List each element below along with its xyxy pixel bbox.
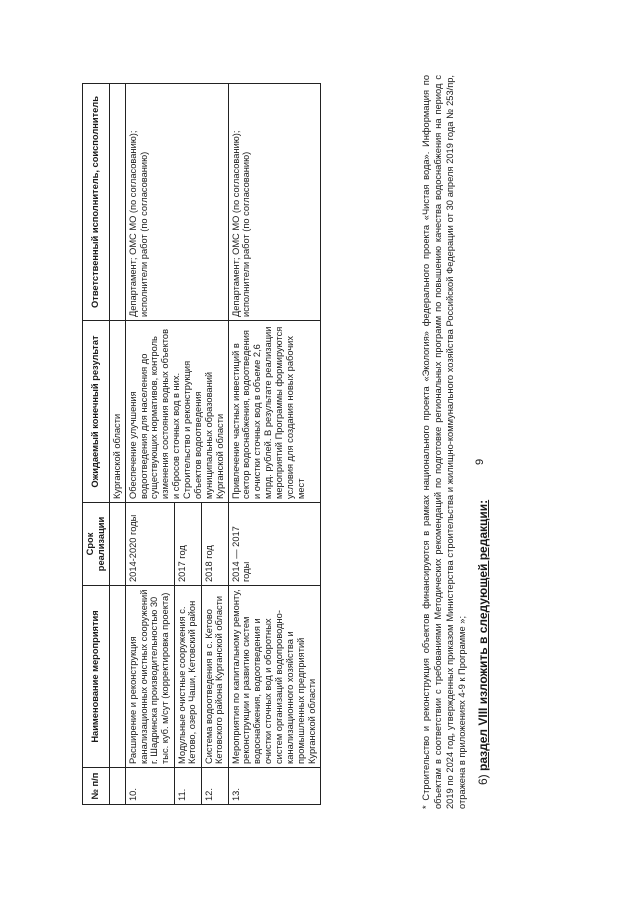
table-row [125, 84, 174, 805]
row-term: 2014-2020 годы [125, 503, 174, 586]
row-term: 2018 год [201, 503, 228, 586]
row-number: 11. [174, 768, 201, 805]
row-measure-name: Система водоотведения в с. Кетово Кетовского района Курганской области [201, 586, 228, 768]
row-measure-name: Мероприятия по капитальному ремонту, реконструкции и развитию систем водоснабжения, водоотведения и очистки сточных вод и оборотных систем организаций водопроводно-канализационного хозяйства и промышленных предприятий Курганской области [228, 586, 320, 768]
row-measure-name: Модульные очистные сооружения с. Кетово, озеро Чаши, Кетовский район [174, 586, 201, 768]
instruction-prefix: 6) [476, 774, 490, 785]
header-measure-name: Наименование мероприятия [83, 586, 110, 768]
table-cell [109, 586, 125, 768]
header-number: № п/п [83, 768, 110, 805]
row-term: 2014 — 2017 годы [228, 503, 320, 586]
footnote: * Строительство и реконструкция объектов финансируются в рамках национального проекта «Экология» федерального проекта «Чистая вода». Информация по объектам в соответствии с требованиями Методических рекомендаций по подготовке региональных программ по повышению качества водоснабжения на период с 2019 по 2024 год, утвержденных приказом Министерства строительства и жилищно-коммунального хозяйства Российской Федерации от 30 апреля 2019 года № 253/пр, отражена в приложениях 4-9 к Программе »; [421, 75, 468, 809]
row-number: 12. [201, 768, 228, 805]
row-number: 13. [228, 768, 320, 805]
row-result: Обеспечение улучшения водоотведения для населения до существующих нормативов, контроль изменения состояния водных объектов и сбросов сточных вод в них. Строительство и реконструкция объектов водоотведения муниципальных образований Курганской области [125, 321, 228, 503]
table-row [109, 84, 125, 805]
row-result: Привлечение частных инвестиций в сектор водоснабжения, водоотведения и очистки сточных вод в объеме 2,6 млрд. рублей. В результате реализации мероприятий Программы формируются условия для создания новых рабочих мест [228, 321, 320, 503]
header-responsible: Ответственный исполнитель, соисполнитель [83, 84, 110, 321]
measures-table [82, 83, 321, 805]
header-term: Срок реализации [83, 503, 110, 586]
table-row [228, 84, 320, 805]
table-cell-result: Курганской области [109, 321, 125, 503]
page-number: 9 [474, 458, 486, 465]
row-responsible: Департамент; ОМС МО (по согласованию); исполнители работ (по согласованию) [125, 84, 228, 321]
row-term: 2017 год [174, 503, 201, 586]
table-cell [109, 503, 125, 586]
table-cell [109, 768, 125, 805]
instruction-text: раздел VIII изложить в следующей редакции: [476, 499, 490, 771]
row-measure-name: Расширение и реконструкция канализационных очистных сооружений г. Шадринска производительностью 30 тыс. куб. м/сут (корректировка проекта) [125, 586, 174, 768]
table-cell [109, 84, 125, 321]
table-header-row [83, 84, 110, 805]
row-responsible: Департамент; ОМС МО (по согласованию); исполнители работ (по согласованию) [228, 84, 320, 321]
row-number: 10. [125, 768, 174, 805]
header-result: Ожидаемый конечный результат [83, 321, 110, 503]
amendment-instruction [476, 500, 490, 785]
